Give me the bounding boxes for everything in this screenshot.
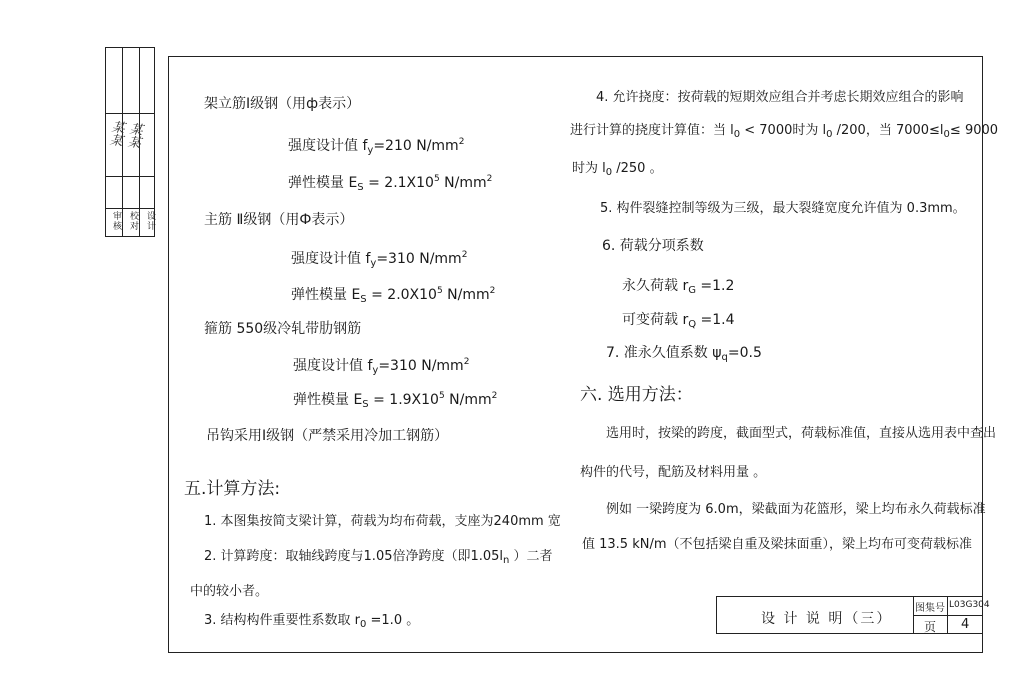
section-5-heading: 五.计算方法: bbox=[184, 479, 281, 499]
example-line-1: 例如 一梁跨度为 6.0m，梁截面为花篮形，梁上均布永久荷载标准 bbox=[606, 502, 986, 517]
main-bar-heading: 主筋 Ⅱ级钢（用Ф表示） bbox=[204, 212, 354, 228]
page-number: 4 bbox=[961, 617, 970, 632]
calc-item-1: 1. 本图集按简支梁计算，荷载为均布荷载，支座为240mm 宽 bbox=[204, 514, 561, 529]
section-6-heading: 六. 选用方法： bbox=[580, 385, 693, 405]
main-bar-modulus: 弹性模量 $E_S = 2.0X10^5$ $N/mm^2$ bbox=[291, 286, 496, 305]
item-4-line-1: 4. 允许挠度：按荷载的短期效应组合并考虑长期效应组合的影响 bbox=[596, 90, 964, 105]
variable-load-factor: 可变荷载 $r_Q =1.4$ bbox=[622, 312, 735, 330]
erect-bar-heading: 架立筋Ⅰ级钢（用ф表示） bbox=[204, 96, 361, 112]
title-block-title: 设 计 说 明（三） bbox=[761, 611, 893, 627]
approval-label-design: 设计 bbox=[145, 211, 155, 231]
approval-strip bbox=[105, 47, 155, 237]
permanent-load-factor: 永久荷载 $r_G =1.2$ bbox=[622, 278, 735, 296]
stirrup-heading: 箍筋 550级冷轧带肋钢筋 bbox=[204, 321, 362, 337]
title-block bbox=[716, 596, 990, 634]
item-4-line-3: 时为 $l_0$ /250 。 bbox=[572, 161, 663, 178]
signature-2: 某某 bbox=[124, 121, 143, 149]
item-6: 6. 荷载分项系数 bbox=[602, 238, 704, 254]
stirrup-strength: 强度设计值 $f_y=310$ $N/mm^2$ bbox=[293, 357, 470, 376]
calc-item-3: 3. 结构构件重要性系数取 $r_0 =1.0$ 。 bbox=[204, 613, 420, 630]
item-5: 5. 构件裂缝控制等级为三级，最大裂缝宽度允许值为 0.3mm。 bbox=[600, 201, 966, 216]
stirrup-modulus: 弹性模量 $E_S = 1.9X10^5$ $N/mm^2$ bbox=[293, 391, 498, 410]
atlas-number-label: 图集号 bbox=[915, 603, 945, 614]
erect-bar-modulus: 弹性模量 $E_S = 2.1X10^5$ $N/mm^2$ bbox=[288, 174, 493, 193]
page-label: 页 bbox=[924, 620, 937, 634]
approval-label-review: 审核 bbox=[111, 211, 121, 231]
item-7: 7. 准永久值系数 $\psi_q=0.5$ bbox=[606, 345, 762, 363]
calc-item-2: 2. 计算跨度：取轴线跨度与1.05倍净跨度（即$1.05l_n$ ）二者 bbox=[204, 549, 553, 566]
item-4-line-2: 进行计算的挠度计算值：当 $l_0 < 7000$时为 $l_0$ /200，当 $7000\le l_0\le 9000$ bbox=[570, 123, 999, 140]
signature-1: 某某 bbox=[106, 119, 125, 147]
atlas-number: L03G304 bbox=[949, 600, 990, 610]
approval-label-check: 校对 bbox=[128, 211, 138, 231]
erect-bar-strength: 强度设计值 $f_y=210$ $N/mm^2$ bbox=[288, 137, 465, 156]
calc-item-2-cont: 中的较小者。 bbox=[190, 584, 269, 599]
selection-line-1: 选用时，按梁的跨度，截面型式，荷载标准值，直接从选用表中查出 bbox=[606, 426, 997, 441]
main-bar-strength: 强度设计值 $f_y=310$ $N/mm^2$ bbox=[291, 250, 468, 269]
hook-note: 吊钩采用Ⅰ级钢（严禁采用冷加工钢筋） bbox=[206, 428, 449, 444]
selection-line-2: 构件的代号，配筋及材料用量 。 bbox=[580, 465, 767, 480]
example-line-2: 值 13.5 kN/m（不包括梁自重及梁抹面重），梁上均布可变荷载标准 bbox=[582, 537, 973, 552]
